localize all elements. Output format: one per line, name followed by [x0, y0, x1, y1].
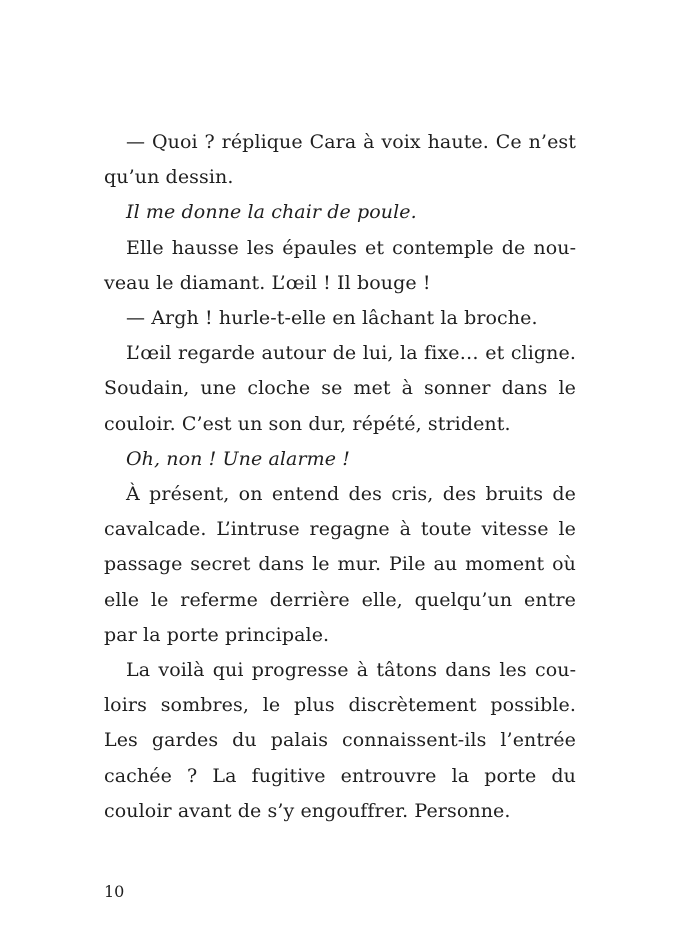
paragraph: — Argh ! hurle-t-elle en lâchant la broche.	[126, 307, 538, 330]
body-text	[104, 125, 576, 829]
paragraph-italic: Il me donne la chair de poule.	[126, 201, 417, 224]
paragraph: À présent, on entend des cris, des bruits de cavalcade. L’intruse regagne à toute vitesse le passage secret dans le mur. Pile au moment où elle le referme derrière elle, quelqu’un entre par la porte principale.	[104, 483, 576, 646]
paragraph: — Quoi ? réplique Cara à voix haute. Ce n’est qu’un dessin.	[104, 131, 576, 189]
paragraph-italic: Oh, non ! Une alarme !	[126, 447, 351, 470]
paragraph: L’œil regarde autour de lui, la fixe… et cligne. Soudain, une cloche se met à sonner dans le couloir. C’est un son dur, répété, strident.	[104, 342, 576, 435]
paragraph: Elle hausse les épaules et contemple de nouveau le diamant. L’œil ! Il bouge !	[104, 236, 576, 294]
paragraph: La voilà qui progresse à tâtons dans les couloirs sombres, le plus discrètement possible. Les gardes du palais connaissent-ils l’entrée cachée ? La fugitive entrouvre la porte du couloir avant de s’y engouffrer. Personne.	[104, 659, 576, 822]
page-number: 10	[104, 882, 125, 901]
